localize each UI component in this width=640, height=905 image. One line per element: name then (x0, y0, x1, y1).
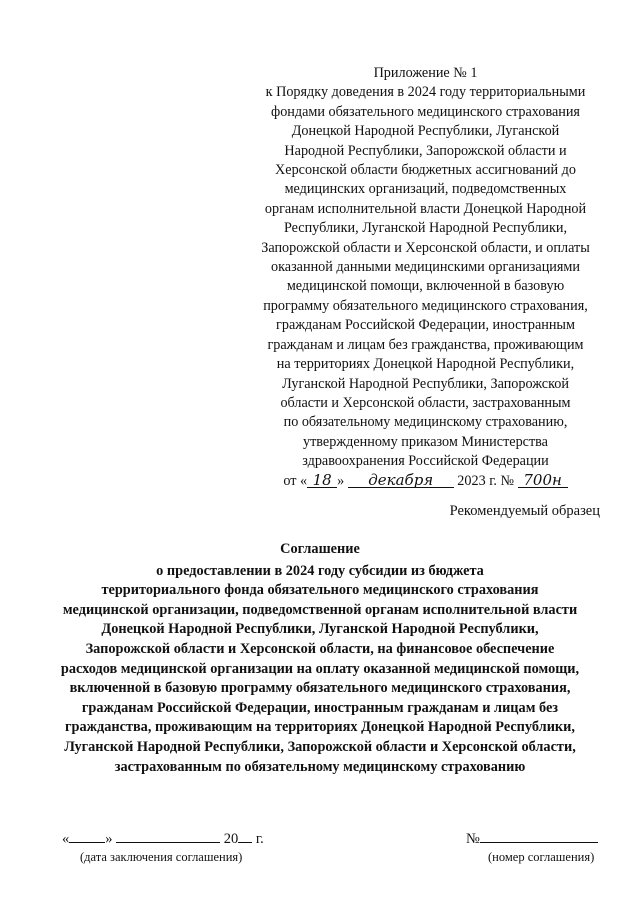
agreement-line: застрахованным по обязательному медицинскому страхованию (114, 758, 526, 775)
annex-line: гражданам Российской Федерации, иностранным (276, 317, 575, 334)
agreement-line: Донецкой Народной Республики, Луганской Народной Республики, (101, 621, 539, 638)
annex-line: медицинской помощи, включенной в базовую (286, 278, 565, 295)
annex-line: гражданам и лицам без гражданства, проживающим (267, 336, 584, 353)
annex-line: области и Херсонской области, застрахованным (280, 394, 571, 411)
annex-line: здравоохранения Российской Федерации (302, 453, 549, 470)
annex-line: по обязательному медицинскому страхованию, (283, 414, 568, 431)
agreement-line: расходов медицинской организации на оплату оказанной медицинской помощи, (60, 660, 580, 677)
order-number-handwritten: 700н (518, 473, 568, 488)
number-caption: (номер соглашения) (488, 850, 595, 864)
annex-line: Херсонской области бюджетных ассигнований до (275, 162, 576, 179)
agreement-line: гражданства, проживающим на территориях Донецкой Народной Республики, (65, 719, 575, 736)
annex-line: Народной Республики, Запорожской области и (284, 142, 567, 159)
agreement-line: территориального фонда обязательного медицинского страхования (101, 582, 539, 599)
order-day-handwritten: 18 (307, 473, 337, 488)
agreement-line: медицинской организации, подведомственной органам исполнительной власти (62, 601, 578, 618)
agreement-line: включенной в базовую программу обязательного медицинского страхования, (69, 680, 571, 697)
date-month-blank (116, 828, 220, 843)
number-blank (480, 828, 598, 843)
date-year-suffix: г. (255, 831, 264, 847)
annex-line: к Порядку доведения в 2024 году территориальными (265, 84, 586, 101)
annex-line: утвержденному приказом Министерства (303, 433, 548, 450)
agreement-line: гражданам Российской Федерации, иностранным гражданам и лицам без (81, 699, 559, 716)
agreement-title-block (30, 540, 610, 777)
annex-line: Донецкой Народной Республики, Луганской (291, 123, 560, 140)
annex-block (248, 64, 603, 491)
annex-line: Республики, Луганской Народной Республики, (283, 220, 568, 237)
annex-line: Луганской Народной Республики, Запорожской (282, 375, 569, 392)
agreement-line: Запорожской области и Херсонской области, на финансовое обеспечение (85, 640, 555, 657)
agreement-line: о предоставлении в 2024 году субсидии из бюджета (156, 562, 484, 579)
date-year-prefix: 20 (223, 831, 239, 847)
order-signature-line (248, 472, 603, 491)
number-sign: № (466, 831, 480, 847)
date-day-blank (69, 828, 105, 843)
order-date-prefix: от « (283, 472, 308, 489)
agreement-number-field (466, 828, 598, 848)
annex-line: фондами обязательного медицинского страхования (271, 103, 580, 120)
agreement-line: Луганской Народной Республики, Запорожской области и Херсонской области, (64, 738, 576, 755)
annex-line: на территориях Донецкой Народной Республики, (276, 356, 575, 373)
order-month-handwritten: декабря (348, 473, 454, 488)
agreement-title: Соглашение (280, 541, 360, 557)
date-year-blank (238, 828, 252, 843)
recommended-sample-label: Рекомендуемый образец (449, 503, 600, 519)
annex-line: Запорожской области и Херсонской области, и оплаты (261, 239, 590, 256)
order-year-text: 2023 г. № (457, 472, 515, 489)
annex-line: медицинских организаций, подведомственных (284, 181, 567, 198)
agreement-date-field (62, 828, 264, 848)
date-close-quote: » (105, 831, 113, 847)
annex-line: органам исполнительной власти Донецкой Народной (264, 200, 587, 217)
date-open-quote: « (62, 831, 70, 847)
annex-line: оказанной данными медицинскими организациями (271, 259, 580, 276)
order-date-mid: » (337, 472, 345, 489)
date-caption: (дата заключения соглашения) (80, 850, 243, 864)
annex-line: Приложение № 1 (373, 65, 478, 81)
annex-line: программу обязательного медицинского страхования, (263, 297, 588, 314)
